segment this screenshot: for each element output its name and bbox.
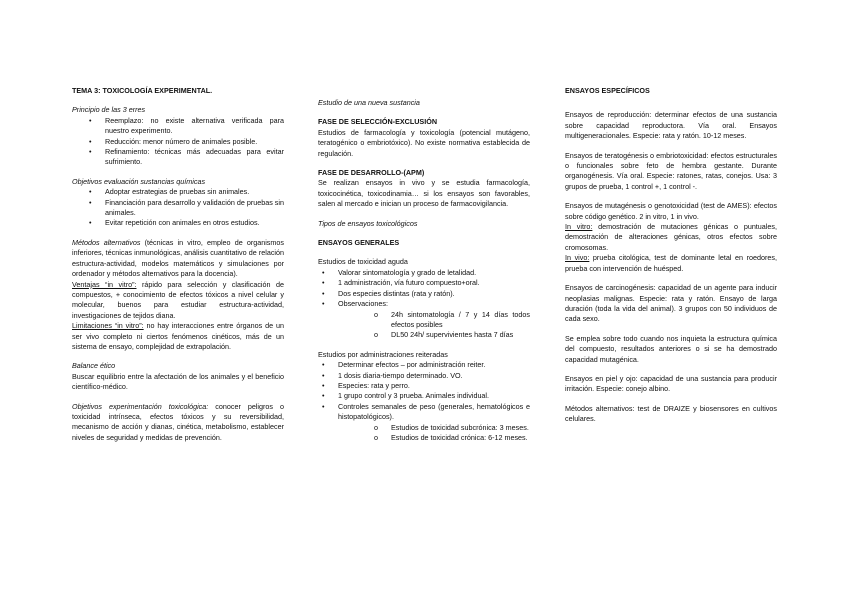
reiteradas-heading: Estudios por administraciones reiteradas bbox=[318, 349, 448, 359]
document-title: TEMA 3: TOXICOLOGÍA EXPERIMENTAL. bbox=[72, 86, 213, 95]
limitaciones-text: no hay interacciones entre órganos de un ser vivo completo ni ciertos fenómenos cinéticos, más de un sistema de ensayo, complejidad de extrapolación. bbox=[72, 321, 284, 351]
in-vitro-label: In vitro: bbox=[565, 222, 593, 232]
column-middle bbox=[318, 98, 530, 443]
list-item: • Valorar sintomatología y grado de letalidad. bbox=[318, 268, 530, 278]
fase2-heading: FASE DE DESARROLLO-(APM) bbox=[318, 168, 425, 178]
fase2-text: Se realizan ensayos in vivo y se estudia farmacología, toxicocinética, toxicodinamia… si los ensayos son favorables, salen al mercado e inician un proceso de farmacovigilancia. bbox=[318, 178, 530, 209]
list-item: • Reducción: menor número de animales posible. bbox=[72, 137, 284, 147]
obj-exp-text: conocer peligros o toxicidad intrínseca, efectos tóxicos y su reversibilidad, mecanismo de acción y dianas, cinética, metabolismo, establecer niveles de seguridad y medidas de prevención. bbox=[72, 401, 285, 442]
list-item: • Refinamiento: técnicas más adecuadas para evitar sufrimiento. bbox=[72, 147, 284, 168]
in-vitro-text: demostración de mutaciones génicas o puntuales, demostración de alteraciones génicas, otros efectos sobre cromosomas. bbox=[565, 222, 777, 252]
list-item: • Financiación para desarrollo y validación de pruebas sin animales. bbox=[72, 198, 284, 219]
metodos-text: (técnicas in vitro, empleo de organismos inferiores, técnicas inmunológicas, análisis cuantitativo de relación estructura-actividad, modelos matemáticos y simulaciones por ordenador y métodos alternativos para la docencia). bbox=[72, 237, 284, 279]
list-item: • 1 dosis diaria-tiempo determinado. VO. bbox=[318, 371, 530, 381]
column-left bbox=[72, 86, 284, 443]
list-item: o DL50 24h/ supervivientes hasta 7 días bbox=[318, 330, 530, 340]
carcinogenesis-paragraph: Ensayos de carcinogénesis: capacidad de un agente para inducir neoplasias malignas. Especie: rata y ratón. Ensayo de larga duración (toda la vida del animal). 3 grupos con 50 individuos de cada sexo. bbox=[565, 283, 777, 324]
in-vitro-paragraph bbox=[565, 222, 777, 253]
objetivos-experimentacion-paragraph bbox=[72, 402, 284, 444]
list-item: • 1 grupo control y 3 prueba. Animales individual. bbox=[318, 391, 530, 401]
list-item: • Dos especies distintas (rata y ratón). bbox=[318, 289, 530, 299]
ventajas-paragraph bbox=[72, 280, 284, 322]
objetivos-heading: Objetivos evaluación sustancias químicas bbox=[72, 176, 206, 186]
in-vivo-paragraph bbox=[565, 253, 777, 274]
tipos-heading: Tipos de ensayos toxicológicos bbox=[318, 218, 418, 228]
limitaciones-paragraph bbox=[72, 321, 284, 352]
teratogenesis-paragraph: Ensayos de teratogénesis o embriotoxicidad: efectos estructurales o funcionales sobre feto de hembra gestante. Durante organogénesis. Vía oral. Especie: ratones, ratas, conejos. Usa: 3 grupos de prueba, 1 control +, 1 control -. bbox=[565, 150, 777, 191]
fase1-heading: FASE DE SELECCIÓN-EXCLUSIÓN bbox=[318, 117, 438, 127]
reiteradas-sublist bbox=[318, 423, 530, 444]
generales-heading: ENSAYOS GENERALES bbox=[318, 238, 400, 248]
list-item: • Especies: rata y perro. bbox=[318, 381, 530, 391]
metodos-paragraph bbox=[72, 238, 284, 280]
principio-heading: Principio de las 3 erres bbox=[72, 105, 146, 115]
ventajas-label: Ventajas “in vitro”: bbox=[72, 279, 137, 289]
list-item: • 1 administración, vía futuro compuesto+oral. bbox=[318, 278, 530, 288]
list-item: o Estudios de toxicidad crónica: 6-12 meses. bbox=[318, 433, 530, 443]
in-vivo-text: prueba citológica, test de dominante letal en roedores, prueba con intervención de huésped. bbox=[565, 253, 777, 273]
fase1-text: Estudios de farmacología y toxicología (potencial mutágeno, teratogénico o embriotóxico). No existe normativa establecida de regulación. bbox=[318, 127, 530, 158]
reproduccion-paragraph: Ensayos de reproducción: determinar efectos de una sustancia sobre capacidad reproductora. Vía oral. Ensayos multigeneracionales. Especie: rata y ratón. 10-12 meses. bbox=[565, 110, 777, 141]
in-vivo-label: In vivo: bbox=[565, 253, 590, 263]
balance-text: Buscar equilibrio entre la afectación de los animales y el beneficio científico-médico. bbox=[72, 371, 284, 392]
metodos-alternativos-paragraph: Métodos alternativos: test de DRAIZE y biosensores en cultivos celulares. bbox=[565, 403, 777, 424]
piel-ojo-paragraph: Ensayos en piel y ojo: capacidad de una sustancia para producir irritación. Especie: conejo albino. bbox=[565, 373, 777, 394]
ventajas-text: rápido para selección y clasificación de compuestos, + conocimiento de efectos tóxicos a nivel celular y molecular, buenos para estudiar estructura-actividad, investigaciones de tejidos diana. bbox=[72, 279, 284, 320]
limitaciones-label: Limitaciones “in vitro”: bbox=[72, 321, 144, 331]
list-item: • Evitar repetición con animales en otros estudios. bbox=[72, 218, 284, 228]
aguda-list bbox=[318, 268, 530, 310]
list-item: • Controles semanales de peso (generales, hematológicos e histopatológicos). bbox=[318, 402, 530, 423]
reiteradas-list bbox=[318, 360, 530, 422]
obj-exp-label: Objetivos experimentación toxicológica: bbox=[72, 401, 209, 411]
list-item: • Reemplazo: no existe alternativa verificada para nuestro experimento. bbox=[72, 116, 284, 137]
aguda-heading: Estudios de toxicidad aguda bbox=[318, 257, 408, 267]
estructura-paragraph: Se emplea sobre todo cuando nos inquieta la estructura química del compuesto, resultados anteriores o si se ha demostrado capacidad mutagénica. bbox=[565, 333, 777, 364]
objetivos-list bbox=[72, 187, 284, 229]
principio-list bbox=[72, 116, 284, 168]
balance-heading: Balance ético bbox=[72, 361, 116, 371]
metodos-label: Métodos alternativos bbox=[72, 237, 141, 247]
column-right bbox=[565, 86, 777, 425]
estudio-heading: Estudio de una nueva sustancia bbox=[318, 98, 420, 107]
list-item: o Estudios de toxicidad subcrónica: 3 meses. bbox=[318, 423, 530, 433]
aguda-sublist bbox=[318, 310, 530, 341]
list-item: • Observaciones: bbox=[318, 299, 530, 309]
especificos-heading: ENSAYOS ESPECÍFICOS bbox=[565, 86, 650, 95]
list-item: • Determinar efectos – por administración reiter. bbox=[318, 360, 530, 370]
mutagenesis-paragraph: Ensayos de mutagénesis o genotoxicidad (test de AMES): efectos sobre código genético. 2 in vitro, 1 in vivo. bbox=[565, 201, 777, 221]
list-item: o 24h sintomatología / 7 y 14 días todos efectos posibles bbox=[318, 310, 530, 331]
list-item: • Adoptar estrategias de pruebas sin animales. bbox=[72, 187, 284, 197]
